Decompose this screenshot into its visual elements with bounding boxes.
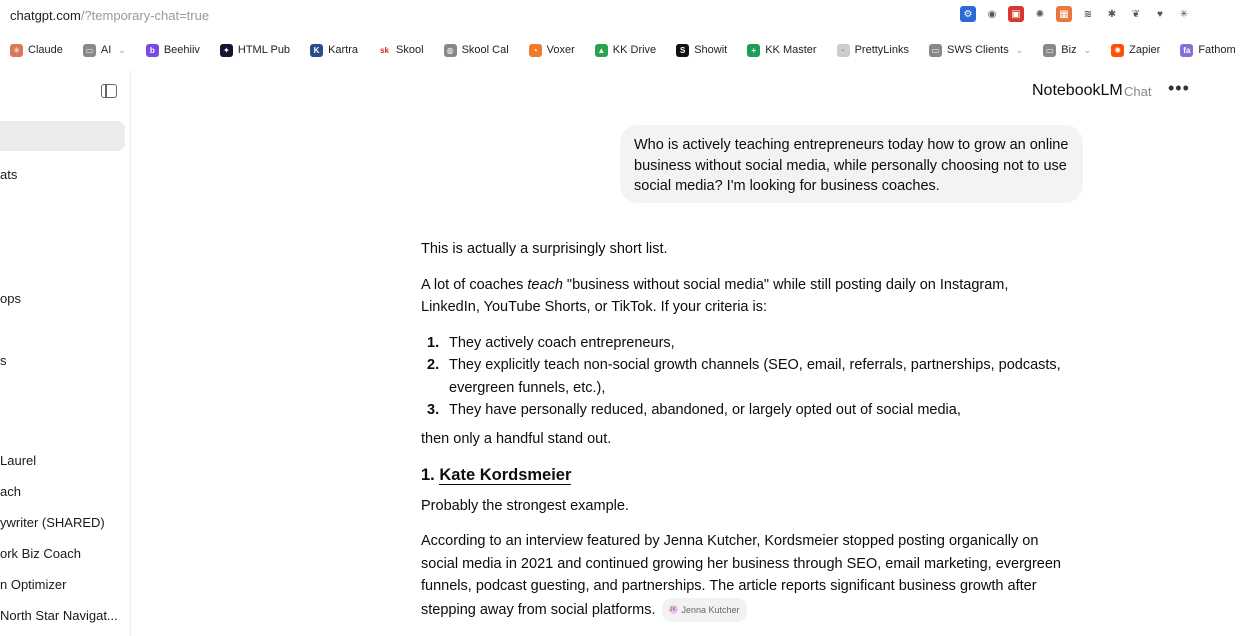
openai-extension-icon[interactable]: ✺ [1032, 6, 1048, 22]
bookmark-label: KK Drive [612, 44, 657, 56]
chat-header-actions [1000, 80, 1200, 104]
grid-extension-icon[interactable]: ▦ [1056, 6, 1072, 22]
bookmark-label: PrettyLinks [854, 44, 909, 56]
folder-icon: ▭ [929, 44, 942, 57]
notebooklm-button[interactable]: NotebookLM [1032, 82, 1123, 99]
bookmark-voxer[interactable] [519, 39, 585, 61]
bookmark-fathom[interactable] [1170, 39, 1245, 61]
sidebar-chat-item[interactable]: s [0, 353, 7, 368]
citation-label: Jenna Kutcher [681, 604, 740, 615]
bookmark-kartra[interactable] [300, 39, 368, 61]
bookmark-ai[interactable] [73, 39, 136, 61]
bookmark-sws-clients[interactable] [919, 39, 1033, 61]
criteria-item [421, 354, 1071, 399]
chevron-down-icon: ⌄ [118, 44, 126, 55]
sidebar-toggle-icon[interactable] [101, 84, 117, 98]
voxer-icon: ◔ [529, 44, 542, 57]
section-body-text: According to an interview featured by Jenna Kutcher, Kordsmeier stopped posting organically on social media in 2021 and continued growing her business through SEO, email marketing, evergreen funnels, podcast guesting, and partnerships. The article reports significant business growth after stepping away from social platforms. [421, 533, 1061, 618]
sheets-icon: + [747, 44, 760, 57]
citation-source-icon: JK [669, 606, 677, 613]
section-number: 1. [421, 466, 440, 484]
wifi-extension-icon[interactable]: ≋ [1080, 6, 1096, 22]
bookmark-kk-master[interactable] [737, 39, 826, 61]
user-message-bubble [620, 125, 1083, 203]
bookmark-label: Claude [28, 44, 63, 56]
sidebar-chat-item[interactable]: North Star Navigat... [0, 608, 118, 623]
beehiiv-icon: b [146, 44, 159, 57]
bookmark-label: KK Master [765, 44, 817, 56]
bookmark-label: Beehiiv [163, 44, 200, 56]
criteria-text: They have personally reduced, abandoned, or largely opted out of social media, [449, 402, 961, 418]
prettylinks-icon: · [837, 44, 850, 57]
criteria-text: They explicitly teach non-social growth channels (SEO, email, referrals, partnerships, podcasts, evergreen funnels, etc.), [449, 357, 1061, 396]
globe-icon: ◍ [444, 44, 457, 57]
url-path: /?temporary-chat=true [80, 7, 210, 23]
drive-icon: ▲ [595, 44, 608, 57]
bookmark-showit[interactable] [666, 39, 737, 61]
leaf-extension-icon[interactable]: ❦ [1128, 6, 1144, 22]
url-host: chatgpt.com [10, 7, 81, 23]
criteria-number: 1. [427, 334, 440, 351]
claude-icon: ✳ [10, 44, 23, 57]
extensions-toolbar [960, 6, 1192, 22]
bookmark-label: Kartra [328, 44, 359, 56]
answer-closing: then only a handful stand out. [421, 430, 612, 447]
bookmark-beehiiv[interactable] [136, 39, 210, 61]
sidebar-chat-item[interactable]: ywriter (SHARED) [0, 515, 105, 530]
sidebar-chat-item[interactable]: Laurel [0, 453, 37, 468]
criteria-list [421, 332, 1071, 422]
chevron-down-icon: ⌄ [1083, 44, 1092, 55]
section-heading [421, 464, 1071, 487]
criteria-item [421, 332, 1071, 355]
bookmarks-bar [0, 38, 1236, 62]
bookmark-zapier[interactable] [1101, 39, 1170, 61]
criteria-emphasis: teach [527, 276, 563, 293]
sidebar-chat-item[interactable]: ops [0, 291, 21, 306]
bookmark-label: Showit [694, 44, 728, 56]
bookmark-label: Voxer [546, 44, 575, 56]
chevron-down-icon: ⌄ [1015, 44, 1024, 55]
bookmark-skool[interactable] [368, 39, 434, 61]
criteria-number: 2. [427, 357, 440, 373]
sidebar-chat-item[interactable]: ork Biz Coach [0, 546, 81, 561]
chat-label: Chat [1124, 84, 1152, 99]
camera-extension-icon[interactable]: ◉ [984, 6, 1000, 22]
sidebar-chat-item[interactable]: n Optimizer [0, 577, 67, 592]
section-person-link[interactable]: Kate Kordsmeier [439, 466, 572, 484]
bookmark-label: HTML Pub [237, 44, 291, 56]
more-options-icon[interactable]: ••• [1168, 78, 1190, 98]
claude-extension-icon[interactable]: ✳ [1176, 6, 1192, 22]
criteria-text: They actively coach entrepreneurs, [449, 334, 675, 351]
user-message-text: Who is actively teaching entrepreneurs today how to grow an online business without social media, while personally choosing not to use social media? I'm looking for business coaches. [634, 137, 1069, 194]
criteria-prefix: A lot of coaches [421, 276, 528, 293]
badge-extension-icon[interactable]: ▣ [1008, 6, 1024, 22]
bookmark-prettylinks[interactable] [827, 39, 919, 61]
bookmark-label: Biz [1061, 44, 1077, 56]
assistant-message [421, 238, 1071, 622]
bookmark-label: Skool [396, 44, 424, 56]
folder-icon: ▭ [1043, 44, 1056, 57]
bookmark-label: Skool Cal [461, 44, 509, 56]
fathom-icon: fa [1180, 44, 1193, 57]
criteria-number: 3. [427, 402, 440, 418]
citation-chip[interactable] [662, 598, 747, 623]
showit-icon: S [676, 44, 689, 57]
bookmark-claude[interactable] [0, 39, 73, 61]
criteria-suffix: "business without social media" while still posting daily on Instagram, LinkedIn, YouTube Shorts, or TikTok. If your criteria is: [421, 276, 1009, 315]
bookmark-label: SWS Clients [947, 44, 1009, 56]
zapier-icon: ✺ [1111, 44, 1124, 57]
gear-extension-icon[interactable]: ⚙ [960, 6, 976, 22]
sidebar-chat-item[interactable]: ats [0, 167, 18, 182]
bookmark-html-pub[interactable] [210, 39, 300, 61]
puzzle-extension-icon[interactable]: ✱ [1104, 6, 1120, 22]
answer-criteria-paragraph [421, 274, 1071, 319]
section-body [421, 530, 1071, 622]
criteria-item [421, 399, 1071, 422]
heart-extension-icon[interactable]: ♥ [1152, 6, 1168, 22]
sidebar [0, 70, 131, 636]
sidebar-chat-item[interactable]: ach [0, 484, 21, 499]
htmlpub-icon: ✦ [220, 44, 233, 57]
bookmark-label: Fathom [1198, 44, 1236, 56]
section-lead: Probably the strongest example. [421, 497, 629, 514]
bookmark-kk-drive[interactable] [585, 39, 666, 61]
bookmark-label: Zapier [1129, 44, 1161, 56]
kartra-icon: K [310, 44, 323, 57]
bookmark-label: AI [100, 44, 112, 56]
bookmark-skool-cal[interactable] [434, 39, 519, 61]
answer-intro: This is actually a surprisingly short list. [421, 241, 668, 257]
bookmark-biz[interactable] [1033, 39, 1101, 61]
folder-icon: ▭ [83, 44, 96, 57]
skool-icon: sk [378, 44, 391, 57]
sidebar-active-item[interactable] [0, 121, 125, 151]
